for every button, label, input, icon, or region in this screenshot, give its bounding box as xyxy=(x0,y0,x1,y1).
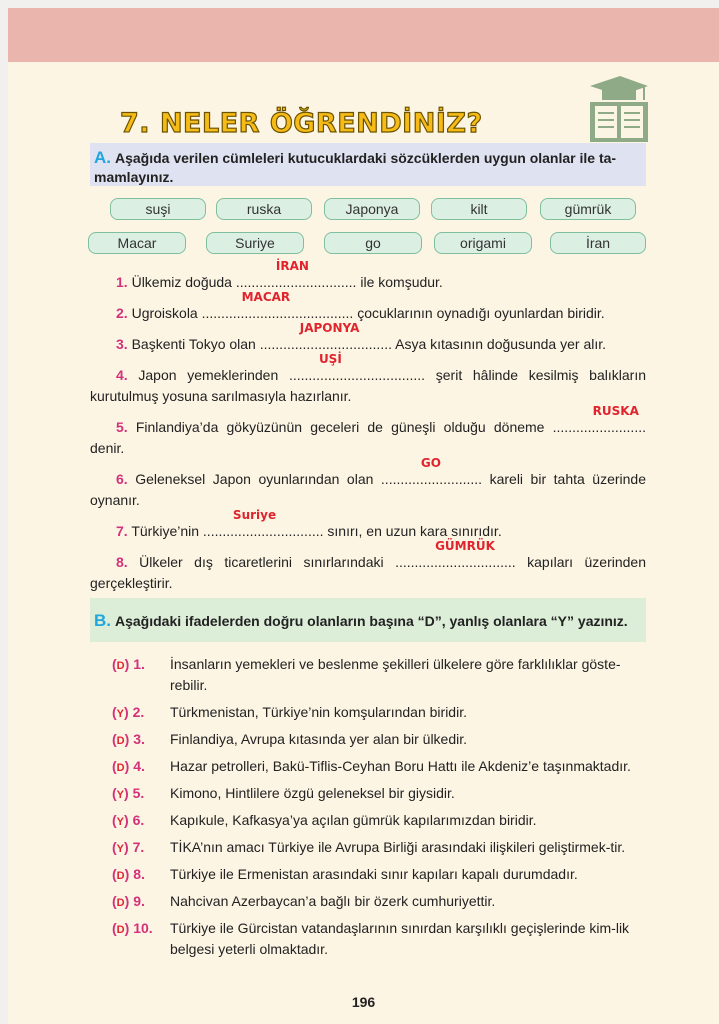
item-number: 7. xyxy=(116,523,128,539)
section-b-header xyxy=(90,598,646,642)
word-chip: ruska xyxy=(216,198,312,220)
answer-blank[interactable] xyxy=(288,352,426,386)
handwritten-answer: D xyxy=(116,924,125,936)
item-number: 3. xyxy=(133,731,145,747)
answer-blank[interactable] xyxy=(552,404,646,438)
handwritten-answer: JAPONYA xyxy=(299,321,360,335)
handwritten-answer: D xyxy=(116,660,125,672)
item-text-after: ile komşudur. xyxy=(356,274,443,290)
item-number: 6. xyxy=(132,812,145,828)
item-number: 1. xyxy=(116,274,128,290)
word-chip: İran xyxy=(550,232,646,254)
statement-text: Kapıkule, Kafkasya’ya açılan gümrük kapılarımızdan biridir. xyxy=(170,812,537,828)
fill-in-item xyxy=(90,508,646,542)
word-chip: go xyxy=(324,232,422,254)
item-text-before: Ülkemiz doğuda xyxy=(131,274,236,290)
item-text-after: sınırı, en uzun kara sınırıdır. xyxy=(323,523,502,539)
handwritten-answer: GÜMRÜK xyxy=(435,539,495,553)
true-false-list xyxy=(112,654,646,966)
true-false-item xyxy=(112,918,646,960)
item-number: 3. xyxy=(116,336,128,352)
blank-dots: ........................ xyxy=(552,419,646,435)
item-text-before: Ugroiskola xyxy=(131,305,202,321)
true-false-item xyxy=(112,891,646,912)
fill-in-item xyxy=(90,321,646,355)
true-false-item xyxy=(112,654,646,696)
item-number: 10. xyxy=(133,920,153,936)
statement-text: Nahcivan Azerbaycan’a bağlı bir özerk cumhuriyettir. xyxy=(170,893,496,909)
true-false-item xyxy=(112,756,646,777)
fill-in-item xyxy=(90,456,647,511)
true-false-item xyxy=(112,729,646,750)
handwritten-answer: İRAN xyxy=(275,259,309,273)
fill-in-item xyxy=(90,404,646,459)
blank-dots: .......................... xyxy=(380,471,483,487)
true-false-item xyxy=(112,810,646,831)
section-a-header xyxy=(90,143,646,186)
answer-mark[interactable]: (D) 1. xyxy=(112,656,145,672)
handwritten-answer: MACAR xyxy=(241,290,291,304)
answer-blank[interactable] xyxy=(380,456,483,490)
answer-mark[interactable]: (Y) 5. xyxy=(112,785,145,801)
fill-in-item xyxy=(90,539,646,594)
item-number: 1. xyxy=(133,656,145,672)
item-text-after: denir. xyxy=(90,440,125,456)
top-band xyxy=(8,8,719,62)
item-number: 4. xyxy=(116,367,128,383)
item-text-after: Asya kıtasının doğusunda yer alır. xyxy=(391,336,607,352)
handwritten-answer: Y xyxy=(116,789,125,801)
statement-text: Türkiye ile Ermenistan arasındaki sınır kapıları kapalı durumdadır. xyxy=(170,866,578,882)
answer-mark[interactable]: (D) 10. xyxy=(112,920,153,936)
word-chip: Macar xyxy=(88,232,186,254)
true-false-item xyxy=(112,864,646,885)
item-text-before: Geleneksel Japon oyunlarından olan xyxy=(135,471,381,487)
item-number: 9. xyxy=(133,893,145,909)
handwritten-answer: D xyxy=(116,762,125,774)
item-text-before: Ülkeler dış ticaretlerini sınırlarındaki xyxy=(139,554,396,570)
handwritten-answer: Y xyxy=(116,708,125,720)
item-text-after: şerit hâlinde kesilmiş balıkların kurutulmuş yosuna sarılmasıyla hazırlanır. xyxy=(90,367,646,404)
item-number: 8. xyxy=(133,866,145,882)
fill-in-item xyxy=(90,352,646,407)
item-text-before: Japon yemeklerinden xyxy=(138,367,289,383)
handwritten-answer: Y xyxy=(116,843,125,855)
statement-text: Hazar petrolleri, Bakü-Tiflis-Ceyhan Boru Hattı ile Akdeniz’e taşınmaktadır. xyxy=(170,758,631,774)
item-text-before: Başkenti Tokyo olan xyxy=(131,336,260,352)
blank-dots: ............................... xyxy=(235,274,357,290)
item-text-after: çocuklarının oynadığı oyunlardan biridir. xyxy=(353,305,605,321)
handwritten-answer: D xyxy=(116,735,125,747)
graduation-book-icon xyxy=(586,72,650,144)
fill-in-item xyxy=(90,259,646,293)
item-number: 6. xyxy=(116,471,128,487)
statement-text: Türkiye ile Gürcistan vatandaşlarının sınırdan karşılıklı geçişlerinde kim-lik belgesi yeterli olmaktadır. xyxy=(170,920,630,957)
blank-dots: ............................... xyxy=(202,523,324,539)
item-number: 2. xyxy=(132,704,145,720)
answer-mark[interactable]: (Y) 7. xyxy=(112,839,145,855)
answer-mark[interactable]: (D) 4. xyxy=(112,758,145,774)
handwritten-answer: RUSKA xyxy=(592,404,639,418)
statement-text: Türkmenistan, Türkiye’nin komşularından biridir. xyxy=(170,704,467,720)
word-chip: Japonya xyxy=(324,198,420,220)
item-text-before: Türkiye’nin xyxy=(131,523,203,539)
page-number: 196 xyxy=(351,994,376,1010)
statement-text: Kimono, Hintlilere özgü geleneksel bir giysidir. xyxy=(170,785,455,801)
handwritten-answer: GO xyxy=(420,456,441,470)
section-b-letter: B. xyxy=(94,611,111,630)
fill-in-item xyxy=(90,290,646,324)
item-text-before: Finlandiya’da gökyüzünün geceleri de güneşli olduğu döneme xyxy=(135,419,553,435)
answer-blank[interactable] xyxy=(395,539,516,573)
section-a-instruction: Aşağıda verilen cümleleri kutucuklardaki sözcüklerden uygun olanlar ile ta-mamlayınız. xyxy=(94,150,617,185)
item-text-after: kapıları üzerinden gerçekleştirir. xyxy=(90,554,646,591)
answer-mark[interactable]: (D) 9. xyxy=(112,893,145,909)
blank-dots: ................................... xyxy=(288,367,426,383)
section-a-letter: A. xyxy=(94,148,111,167)
true-false-item xyxy=(112,837,646,858)
item-number: 4. xyxy=(133,758,145,774)
answer-mark[interactable]: (Y) 2. xyxy=(112,704,145,720)
statement-text: TİKA’nın amacı Türkiye ile Avrupa Birliği arasındaki ilişkileri geliştirmek-tir. xyxy=(170,839,626,855)
item-number: 7. xyxy=(132,839,145,855)
page-title: 7. NELER ÖĞRENDİNİZ? xyxy=(120,108,483,139)
word-chip: suşi xyxy=(110,198,206,220)
section-b-instruction: Aşağıdaki ifadelerden doğru olanların başına “D”, yanlış olanlara “Y” yazınız. xyxy=(115,613,628,629)
item-number: 5. xyxy=(116,419,128,435)
fill-in-list xyxy=(90,259,647,594)
item-number: 5. xyxy=(132,785,145,801)
blank-dots: ............................... xyxy=(395,554,516,570)
item-text-after: kareli bir tahta üzerinde oynanır. xyxy=(90,471,647,508)
handwritten-answer: D xyxy=(116,870,125,882)
handwritten-answer: D xyxy=(116,897,125,909)
textbook-page xyxy=(8,8,719,1024)
answer-mark[interactable]: (D) 8. xyxy=(112,866,145,882)
handwritten-answer: UŞİ xyxy=(318,352,342,366)
statement-text: İnsanların yemekleri ve beslenme şekilleri ülkelere göre farklılıklar göste-rebilir. xyxy=(170,656,621,693)
word-chip: kilt xyxy=(431,198,527,220)
blank-dots: ....................................... xyxy=(201,305,354,321)
word-chip: Suriye xyxy=(206,232,304,254)
answer-mark[interactable]: (Y) 6. xyxy=(112,812,145,828)
handwritten-answer: Y xyxy=(116,816,125,828)
word-chip: origami xyxy=(434,232,532,254)
statement-text: Finlandiya, Avrupa kıtasında yer alan bir ülkedir. xyxy=(170,731,468,747)
blank-dots: .................................. xyxy=(259,336,392,352)
true-false-item xyxy=(112,702,646,723)
item-number: 2. xyxy=(116,305,128,321)
handwritten-answer: Suriye xyxy=(232,508,277,522)
answer-mark[interactable]: (D) 3. xyxy=(112,731,145,747)
answer-blank[interactable] xyxy=(202,508,324,542)
word-chip: gümrük xyxy=(540,198,636,220)
true-false-item xyxy=(112,783,646,804)
item-number: 8. xyxy=(116,554,128,570)
